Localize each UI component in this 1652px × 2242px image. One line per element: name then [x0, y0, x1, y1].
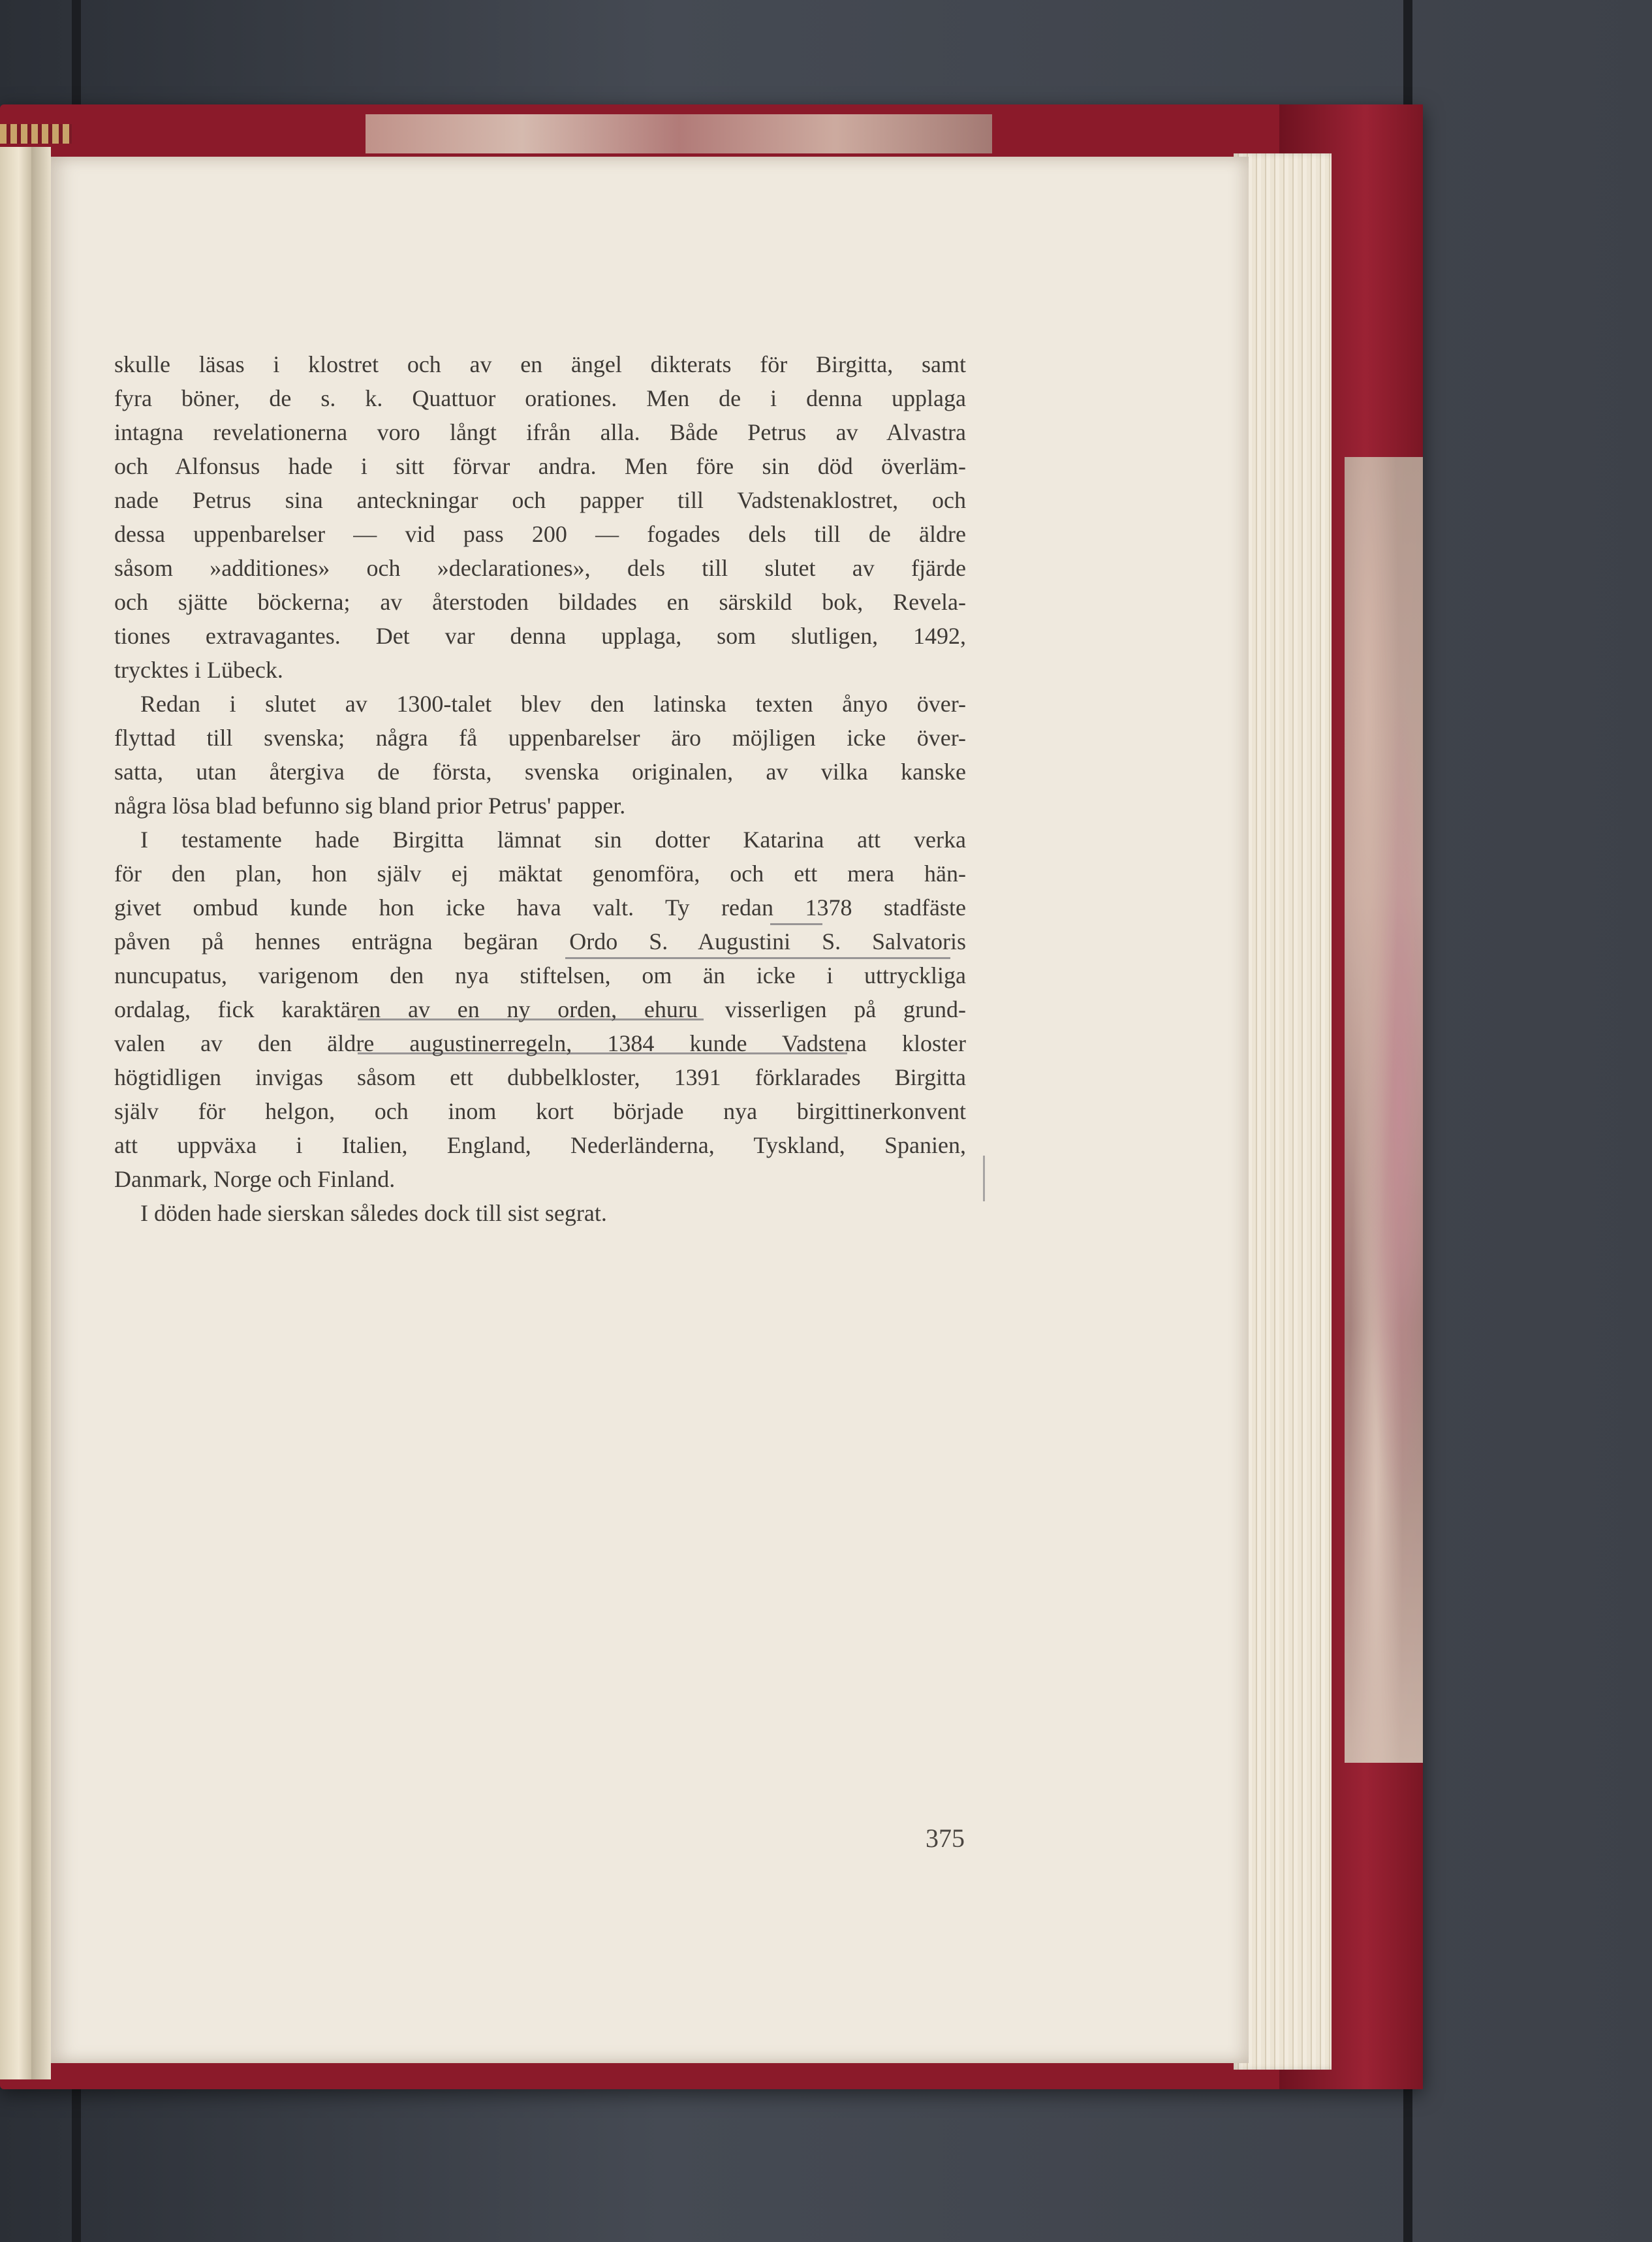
- text-line: att uppväxa i Italien, England, Nederländerna, Tyskland, Spanien,: [114, 1132, 966, 1158]
- text-line: påven på hennes enträgna begäran Ordo S. Augustini S. Salvatoris: [114, 928, 966, 955]
- text-line: trycktes i Lübeck.: [114, 657, 283, 683]
- body-text: [114, 347, 966, 1230]
- page-number: 375: [926, 1824, 965, 1853]
- pencil-underline: [565, 957, 950, 959]
- pencil-underline: [358, 1052, 847, 1054]
- pencil-margin-mark: [983, 1156, 985, 1201]
- text-line: såsom »additiones» och »declarationes», dels till slutet av fjärde: [114, 555, 966, 581]
- text-line: högtidligen invigas såsom ett dubbelkloster, 1391 förklarades Birgitta: [114, 1064, 966, 1090]
- marbled-top-edge: [366, 114, 992, 153]
- text-line: och Alfonsus hade i sitt förvar andra. Men före sin död överläm-: [114, 453, 966, 479]
- text-line: för den plan, hon själv ej mäktat genomföra, och ett mera hän-: [114, 860, 966, 887]
- marbled-edge: [1345, 457, 1423, 1763]
- text-line: och sjätte böckerna; av återstoden bildades en särskild bok, Revela-: [114, 589, 966, 615]
- text-line: skulle läsas i klostret och av en ängel dikterats för Birgitta, samt: [114, 351, 966, 377]
- text-line: satta, utan återgiva de första, svenska originalen, av vilka kanske: [114, 759, 966, 785]
- text-line: ordalag, fick karaktären av en ny orden, ehuru visserligen på grund-: [114, 996, 966, 1022]
- text-line: Danmark, Norge och Finland.: [114, 1166, 396, 1192]
- text-line: intagna revelationerna voro långt ifrån alla. Både Petrus av Alvastra: [114, 419, 966, 445]
- text-line: några lösa blad befunno sig bland prior Petrus' papper.: [114, 793, 626, 819]
- text-line: själv för helgon, och inom kort började nya birgittinerkonvent: [114, 1098, 966, 1124]
- left-page-edge: [0, 147, 31, 2079]
- gutter: [31, 147, 51, 2079]
- text-line: givet ombud kunde hon icke hava valt. Ty redan 1378 stadfäste: [114, 894, 966, 921]
- pencil-underline: [358, 1018, 704, 1020]
- text-line: fyra böner, de s. k. Quattuor orationes. Men de i denna upplaga: [114, 385, 966, 411]
- text-line: Redan i slutet av 1300-talet blev den latinska texten ånyo över-: [140, 691, 966, 717]
- text-line: dessa uppenbarelser — vid pass 200 — fogades dels till de äldre: [114, 521, 966, 547]
- text-line: flyttad till svenska; några få uppenbarelser äro möjligen icke över-: [114, 725, 966, 751]
- gilt-spine-strip: [0, 124, 72, 144]
- text-line: I testamente hade Birgitta lämnat sin dotter Katarina att verka: [140, 827, 966, 853]
- text-line: I döden hade sierskan således dock till sist segrat.: [140, 1200, 607, 1226]
- text-line: tiones extravagantes. Det var denna upplaga, som slutligen, 1492,: [114, 623, 966, 649]
- text-line: valen av den äldre augustinerregeln, 1384 kunde Vadstena kloster: [114, 1030, 966, 1056]
- text-line: nade Petrus sina anteckningar och papper till Vadstenaklostret, och: [114, 487, 966, 513]
- pencil-underline: [770, 923, 822, 925]
- text-line: nuncupatus, varigenom den nya stiftelsen, om än icke i uttryckliga: [114, 962, 966, 988]
